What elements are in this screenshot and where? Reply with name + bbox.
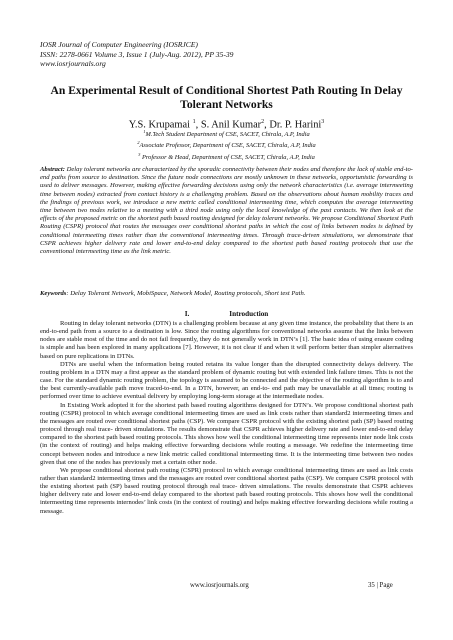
author-2: S. Anil Kumar <box>200 119 262 131</box>
journal-header <box>40 40 233 69</box>
abstract-text: Delay tolerant networks are characterized by the sporadic connectivity between their nodes and therefore the lack of stable end-to-end paths from source to destination. Since the future node connections are mostly unknown in these networks, opportunistic forwarding is used to deliver messages. However, making effective forwarding decisions using only the network characteristics (i.e. average intermeeting time between nodes) extracted from contact history is a challenging problem. Based on the observations about human mobility traces and the findings of previous work, we introduce a new metric called conditional intermeeting time, which computes the average intermeeting time between two nodes relative to a meeting with a third node using only the local knowledge of the past contacts. We then look at the effects of the proposed metric on the shortest path based routing designed for delay tolerant networks. We propose Conditional Shortest Path Routing (CSPR) protocol that routes the messages over conditional shortest paths in which the cost of links between nodes is defined by conditional intermeeting times rather than the conventional intermeeting times. Through trace-driven simulations, we demonstrate that CSPR achieves higher delivery rate and lower end-to-end delay compared to the shortest path based routing protocols that use the conventional intermeeting time as the link metric. <box>40 166 413 256</box>
affiliation-sup: 1 <box>143 129 146 134</box>
keywords-text: : Delay Tolerant Network, MobiSpace, Network Model, Routing protocols, Short test Path. <box>66 290 306 297</box>
affiliation-text: Professor & Head, Department of CSE, SACET, Chirala, A.P, India <box>140 153 315 161</box>
keywords-label: Keywords <box>40 290 67 297</box>
journal-url[interactable]: www.iosrjournals.org <box>40 59 106 69</box>
affiliation-2 <box>40 139 413 150</box>
journal-issn: ISSN: 2278-0661 Volume 3, Issue 1 (July-Aug. 2012), PP 35-39 <box>40 49 234 59</box>
section-number: I. <box>184 310 190 318</box>
author-1-sup: 1 <box>192 119 196 125</box>
abstract <box>40 166 413 256</box>
affiliation-sup: 2 <box>137 140 140 146</box>
author-2-sup: 2 <box>261 119 265 125</box>
page-number: 35 | Page <box>368 582 393 589</box>
keywords <box>40 290 413 298</box>
affiliation-text: Associate Professor, Department of CSE, SACET, Chirala, A.P, India <box>139 142 316 150</box>
body-paragraph: DTNs are useful when the information being routed retains its value longer than the disrupted connectivity delays delivery. The routing problem in a DTN may a first appear as the standard problem of dynamic routing but with extended link failure times. This is not the case. For the standard dynamic routing problem, the topology is assumed to be connected and the objective of the routing algorithm is to and the best currently-available path move traced-to-end. In a DTN, however, an end-to- end path may be unavailable at all times; routing is performed over time to achieve eventual delivery by employing long-term storage at the intermediate nodes. <box>40 360 413 401</box>
section-title: Introduction <box>229 310 269 318</box>
affiliation-1 <box>40 128 413 139</box>
author-separator: , <box>264 119 270 131</box>
affiliation-sup: 3 <box>138 151 141 157</box>
abstract-label: Abstract: <box>40 166 65 173</box>
body-paragraph: Routing in delay tolerant networks (DTN) is a challenging problem because at any given time instance, the probability that there is an end-to-end path from a source to a destination is low. Since the routing algorithms for conventional networks assume that the links between nodes are stable most of the time and do not fail frequently, they do not generally work in DTN’s [1]. The basic idea of using erasure coding is simple and has been explored in many applications [7]. However, it is not clear if and when it will perform better than simpler alternatives based on pure replications in DTNs. <box>40 320 413 360</box>
body-text <box>40 320 413 516</box>
paper-title: An Experimental Result of Conditional Shortest Path Routing In Delay Tolerant Networks <box>50 84 403 111</box>
section-heading <box>40 310 413 319</box>
footer-url[interactable]: www.iosrjournals.org <box>190 582 249 589</box>
author-3-sup: 3 <box>321 119 325 125</box>
author-separator: , <box>195 119 201 131</box>
journal-name: IOSR Journal of Computer Engineering (IOSRJCE) <box>40 40 198 49</box>
body-paragraph: In Existing Work adopted it for the shortest path based routing algorithms designed for DTN’s. We propose conditional shortest path routing (CSPR) protocol in which average conditional intermeeting times are used as link costs rather than standard2 intermeeting times and the messages are routed over conditional shortest paths (CSP). We compare CSPR protocol with the existing shortest path (SP) based routing protocol through real trace- driven simulations. The results demonstrate that CSPR achieves higher delivery rate and lower end-to-end delay compared to the shortest path based routing protocols. This shows how well the conditional intermeeting time represents inter node link costs (in the context of routing) and helps making effective forwarding decisions while routing a message. We redefine the intermeeting time concept between nodes and introduce a new link metric called conditional intermeeting time. It is the intermeeting time between two nodes given that one of the nodes has previously met a certain other node. <box>40 401 413 466</box>
author-3: Dr. P. Harini <box>269 119 322 131</box>
affiliations <box>40 128 413 162</box>
affiliation-3 <box>40 151 413 162</box>
affiliation-text: M.Tech Student Department of CSE, SACET, Chirala, A.P, India <box>145 131 310 139</box>
body-paragraph: We propose conditional shortest path routing (CSPR) protocol in which average conditional intermeeting times are used as link costs rather than standard2 intermeeting times and the messages are routed over conditional shortest paths (CSP). We compare CSPR protocol with the existing shortest path (SP) based routing protocol through real trace- driven simulations. The results demonstrate that CSPR achieves higher delivery rate and lower end-to-end delay compared to the shortest path based routing protocols. This shows how well the conditional intermeeting time represents internodes’ link costs (in the context of routing) and helps making effective forwarding decisions while routing a message. <box>40 466 413 515</box>
author-1: Y.S. Krupamai <box>128 119 190 131</box>
